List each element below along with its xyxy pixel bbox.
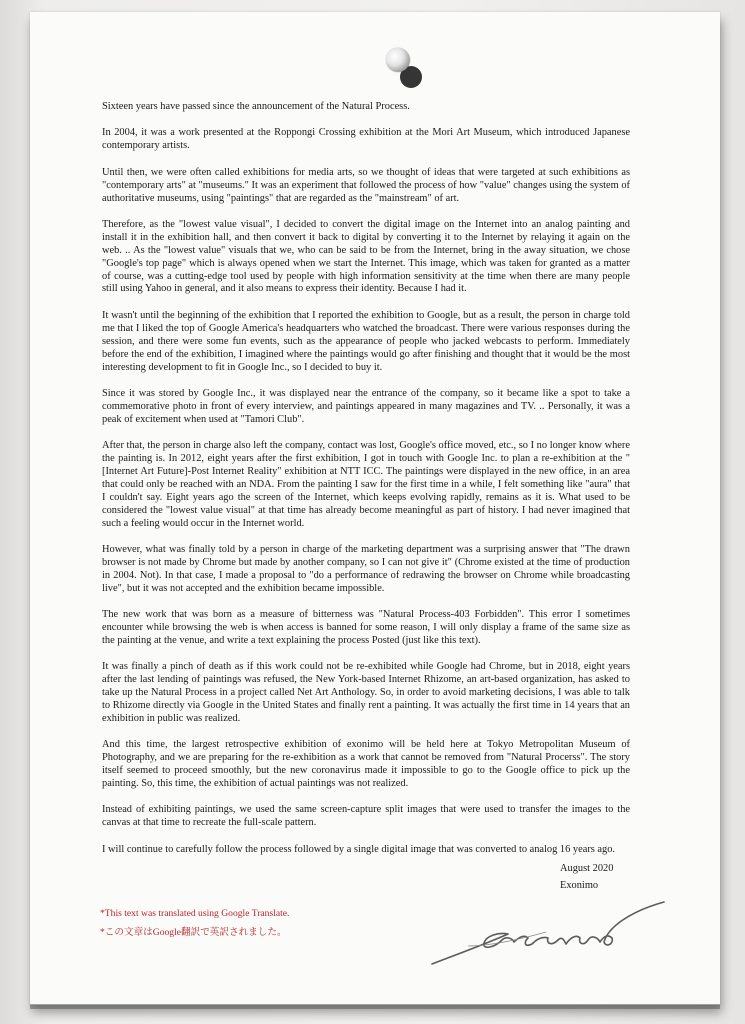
paragraph: However, what was finally told by a person in charge of the marketing department was a surprising answer that "The drawn browser is not made by Chrome but made by another company, so I can not give it" (Chrome existed at the time of production in 2004. Not). In that case, I made a proposal to "do a performance of redrawing the browser on Chrome while broadcasting live", but it was not accepted and the exhibition became impossible.: [102, 543, 630, 594]
document-body: [102, 101, 630, 870]
pushpin-icon: [386, 48, 426, 94]
paragraph: In 2004, it was a work presented at the Roppongi Crossing exhibition at the Mori Art Museum, which introduced Japanese contemporary artists.: [102, 127, 630, 152]
handwritten-signature: [428, 888, 668, 968]
paragraph: The new work that was born as a measure of bitterness was "Natural Process-403 Forbidden". This error I sometimes encounter while browsing the web is when access is banned for some reason, I will only display a frame of the same size as the painting at the venue, and write a text explaining the process Posted (just like this text).: [102, 609, 630, 646]
paragraph: Until then, we were often called exhibitions for media arts, so we thought of ideas that were targeted at such exhibitions as "contemporary arts" at "museums." It was an experiment that followed the process of how "value" changes using the system of authoritative museums, using "paintings" that are regarded as the "mainstream" of art.: [102, 166, 630, 204]
paragraph: Since it was stored by Google Inc., it was displayed near the entrance of the company, so it became like a spot to take a commemorative photo in front of every interview, and paintings appeared in many magazines and TV. .. Personally, it was a peak of excitement when used at "Tamori Club".: [102, 387, 630, 425]
paragraph: Instead of exhibiting paintings, we used the same screen-capture split images that were used to transfer the images to the canvas at that time to recreate the full-scale pattern.: [102, 804, 630, 829]
paragraph: I will continue to carefully follow the process followed by a single digital image that was converted to analog 16 years ago.: [102, 843, 616, 855]
document-author: Exonimo: [560, 880, 599, 891]
translation-note-japanese: *この文章はGoogle翻訳で英訳されました。: [100, 927, 287, 938]
paragraph: And this time, the largest retrospective exhibition of exonimo will be held here at Tokyo Metropolitan Museum of Photography, and we are preparing for the re-exhibition as a work that cannot be removed from "Natural Procerss". The story itself seemed to proceed smoothly, but the new coronavirus made it impossible to go to the Google office to pick up the painting. So, this time, the exhibition of actual paintings was not realized.: [102, 739, 630, 790]
translation-note-english: *This text was translated using Google Translate.: [100, 908, 290, 919]
document-date: August 2020: [560, 863, 614, 874]
paragraph: After that, the person in charge also left the company, contact was lost, Google's office moved, etc., so I no longer know where the painting is. In 2012, eight years after the first exhibition, I got in touch with Google Inc. to plan a re-exhibition at the "[Internet Art Future]-Post Internet Reality" exhibition at NTT ICC. The paintings were displayed in the new office, in an area that could only be reached with an NDA. From the painting I saw for the first time in a while, I felt something like "aura" that I couldn't say. Eight years ago the screen of the Internet, which keeps evolving rapidly, remains as it is. What used to be considered the "lowest value visual" at that time has already become meaningful as part of history. I had never imagined that such a feeling would occur in the Internet world.: [102, 440, 630, 529]
paragraph: Therefore, as the "lowest value visual", I decided to convert the digital image on the Internet into an analog painting and install it in the exhibition hall, and then convert it back to digital by converting it to the Internet by relaying it again on the web. .. As the "lowest value" visuals that we, who can be said to be from the Internet, bring in the away situation, we chose "Google's top page" which is always opened when we start the Internet. This image, which was taken for granted as a matter of course, was a cutting-edge tool used by people with high information sensitivity at the time when there are many people still using Yahoo in general, and it also means to express their identity. Because I had it.: [102, 218, 630, 295]
paragraph: Sixteen years have passed since the announcement of the Natural Process.: [102, 101, 410, 112]
paragraph: It was finally a pinch of death as if this work could not be re-exhibited while Google had Chrome, but in 2018, eight years after the last lending of paintings was refused, the New York-based Internet Rhizome, an art-based organization, has asked to take up the Natural Process in a project called Net Art Anthology. So, in order to avoid marketing decisions, I was able to talk to Rhizome directly via Google in the United States and finally rent a painting. It was actually the first time in 14 years that an exhibition in public was realized.: [102, 661, 630, 724]
paragraph: It wasn't until the beginning of the exhibition that I reported the exhibition to Google, but as a result, the person in charge told me that I liked the top of Google America's headquarters who watched the broadcast. There were various responses during the session, and there were some fun events, such as the appearance of people who jacked webcasts to perform. Immediately before the end of the exhibition, I imagined where the paintings would go after finishing and thought that it would be the most interesting development to fit in Google Inc., so I decided to buy it.: [102, 309, 630, 373]
